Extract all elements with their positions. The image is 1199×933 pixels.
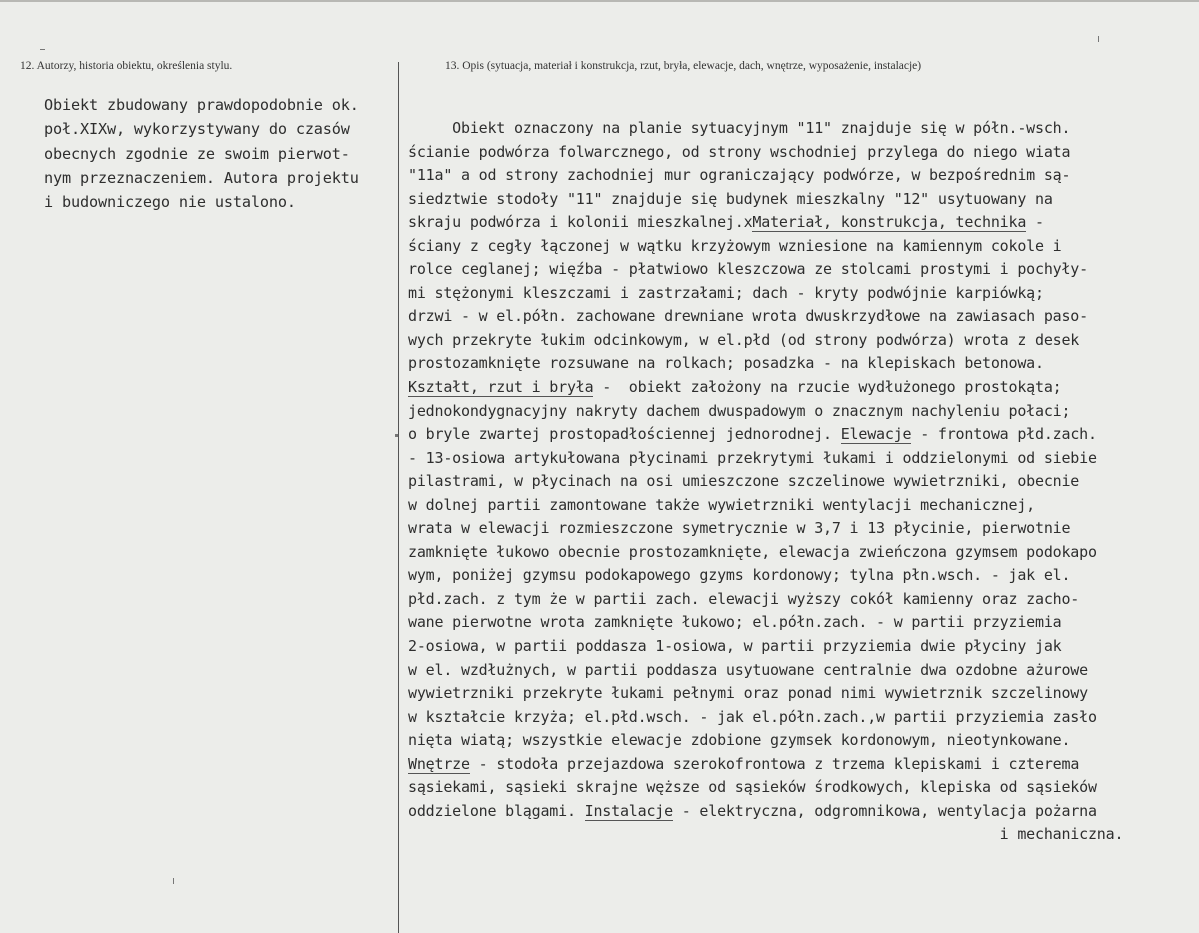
text-line: Obiekt zbudowany prawdopodobnie ok. <box>44 96 359 114</box>
text-line <box>408 329 1199 353</box>
text-line: poł.XIXw, wykorzystywany do czasów <box>44 120 350 139</box>
underlined-heading: Kształt, rzut i bryła <box>408 378 594 397</box>
text-line <box>408 164 1199 188</box>
text-line: i budowniczego nie ustalono. <box>44 193 296 212</box>
text-segment: nięta wiatą; wszystkie elewacje zdobione gzymsek kordonowym, nieotynkowane. <box>408 731 1071 750</box>
text-line <box>408 141 1199 165</box>
text-segment: prostozamknięte rozsuwane na rolkach; posadzka - na klepiskach betonowa. <box>408 354 1044 373</box>
underlined-heading: Elewacje <box>840 425 912 444</box>
section-12-header: 12. Autorzy, historia obiektu, określenia stylu. <box>20 60 233 72</box>
text-line <box>408 517 1199 541</box>
text-segment: 2-osiowa, w partii poddasza 1-osiowa, w partii przyziemia dwie płyciny jak <box>408 637 1062 656</box>
text-segment: wym, poniżej gzymsu podokapowego gzyms kordonowy; tylna płn.wsch. - jak el. <box>408 566 1071 585</box>
paper-speck <box>40 49 45 50</box>
text-segment: w kształcie krzyża; el.płd.wsch. - jak el.półn.zach.,w partii przyziemia zasło <box>408 707 1097 726</box>
text-line <box>408 352 1199 376</box>
section-13-body <box>408 117 1199 847</box>
text-segment: skraju podwórza i kolonii mieszkalnej.x <box>408 213 753 232</box>
text-line <box>408 729 1199 753</box>
text-line <box>408 541 1199 565</box>
text-segment: wych przekryte łukim odcinkowym, w el.płd (od strony podwórza) wrota z desek <box>408 330 1080 349</box>
text-segment: w el. wzdłużnych, w partii poddasza usytuowane centralnie dwa ozdobne ażurowe <box>408 660 1088 679</box>
text-segment: "11a" a od strony zachodniej mur ograniczający podwórze, w bezpośrednim są- <box>408 166 1071 185</box>
text-line <box>408 470 1199 494</box>
text-segment: - 13-osiowa artykułowana płycinami przekrytymi łukami i oddzielonymi od siebie <box>408 448 1097 467</box>
text-segment: o bryle zwartej prostopadłościennej jednorodnej. <box>408 425 841 444</box>
section-13-header: 13. Opis (sytuacja, materiał i konstrukcja, rzut, bryła, elewacje, dach, wnętrze, wyposażenie, instalacje) <box>445 60 922 72</box>
text-line <box>408 823 1199 847</box>
text-line <box>408 376 1199 400</box>
text-line <box>408 753 1199 777</box>
text-segment: ścianie podwórza folwarcznego, od strony wschodniej przylega do niego wiata <box>408 142 1071 161</box>
text-segment: mi stężonymi kleszczami i zastrzałami; dach - kryty podwójnie karpiówką; <box>408 283 1044 302</box>
text-line <box>408 211 1199 235</box>
paper-speck <box>1098 36 1099 42</box>
text-segment: siedztwie stodoły "11" znajduje się budynek mieszkalny "12" usytuowany na <box>408 189 1053 208</box>
text-line <box>408 188 1199 212</box>
text-segment: wrata w elewacji rozmieszczone symetrycznie w 3,7 i 13 płycinie, pierwotnie <box>408 519 1071 538</box>
text-line <box>408 258 1199 282</box>
text-line <box>408 235 1199 259</box>
text-segment: - stodoła przejazdowa szerokofrontowa z trzema klepiskami i czterema <box>469 754 1080 773</box>
text-line <box>408 447 1199 471</box>
paper-speck <box>173 878 174 884</box>
text-segment: w dolnej partii zamontowane także wywietrzniki wentylacji mechanicznej, <box>408 495 1035 514</box>
text-line <box>408 659 1199 683</box>
section-12-body <box>44 93 394 214</box>
text-segment: rolce ceglanej; więźba - płatwiowo kleszczowa ze stolcami prostymi i pochyły- <box>408 260 1088 279</box>
text-segment: pilastrami, w płycinach na osi umieszczone szczelinowe wywietrzniki, obecnie <box>408 472 1080 491</box>
text-line <box>408 635 1199 659</box>
text-line <box>408 776 1199 800</box>
text-line <box>408 588 1199 612</box>
text-line: nym przeznaczeniem. Autora projektu <box>44 168 359 187</box>
text-segment: zamknięte łukowo obecnie prostozamknięte, elewacja zwieńczona gzymsem podokapo <box>408 542 1097 561</box>
text-line <box>408 423 1199 447</box>
text-segment: wywietrzniki przekryte łukami pełnymi oraz ponad nimi wywietrznik szczelinowy <box>408 684 1088 703</box>
text-segment: i mechaniczna. <box>408 825 1124 844</box>
text-segment: - elektryczna, odgromnikowa, wentylacja pożarna <box>672 801 1097 820</box>
text-line <box>408 706 1199 730</box>
text-segment: - frontowa płd.zach. <box>911 425 1097 444</box>
underlined-heading: Wnętrze <box>408 754 470 773</box>
text-line <box>408 682 1199 706</box>
text-segment: - obiekt założony na rzucie wydłużonego prostokąta; <box>593 378 1062 397</box>
text-line <box>408 305 1199 329</box>
text-segment: drzwi - w el.półn. zachowane drewniane wrota dwuskrzydłowe na zawiasach paso- <box>408 307 1088 326</box>
text-line <box>408 117 1199 141</box>
paper-speck <box>395 434 398 437</box>
text-line: obecnych zgodnie ze swoim pierwot- <box>44 144 350 163</box>
text-line <box>408 494 1199 518</box>
text-segment: Obiekt oznaczony na planie sytuacyjnym "11" znajduje się w półn.-wsch. <box>408 119 1071 137</box>
text-line <box>408 282 1199 306</box>
text-segment: płd.zach. z tym że w partii zach. elewacji wyższy cokół kamienny oraz zacho- <box>408 589 1080 608</box>
text-line <box>408 611 1199 635</box>
text-segment: wane pierwotne wrota zamknięte łukowo; el.półn.zach. - w partii przyziemia <box>408 613 1062 632</box>
text-line <box>408 564 1199 588</box>
underlined-heading: Instalacje <box>584 801 673 820</box>
text-segment: - <box>1026 213 1044 232</box>
column-divider <box>398 62 399 933</box>
text-line <box>408 800 1199 824</box>
text-segment: sąsiekami, sąsieki skrajne węższe od sąsieków środkowych, klepiska od sąsieków <box>408 778 1097 797</box>
text-line <box>408 400 1199 424</box>
text-segment: ściany z cegły łączonej w wątku krzyżowym wzniesione na kamiennym cokole i <box>408 236 1062 255</box>
underlined-heading: Materiał, konstrukcja, technika <box>752 213 1027 232</box>
text-segment: oddzielone blągami. <box>408 801 585 820</box>
text-segment: jednokondygnacyjny nakryty dachem dwuspadowym o znacznym nachyleniu połaci; <box>408 401 1071 420</box>
